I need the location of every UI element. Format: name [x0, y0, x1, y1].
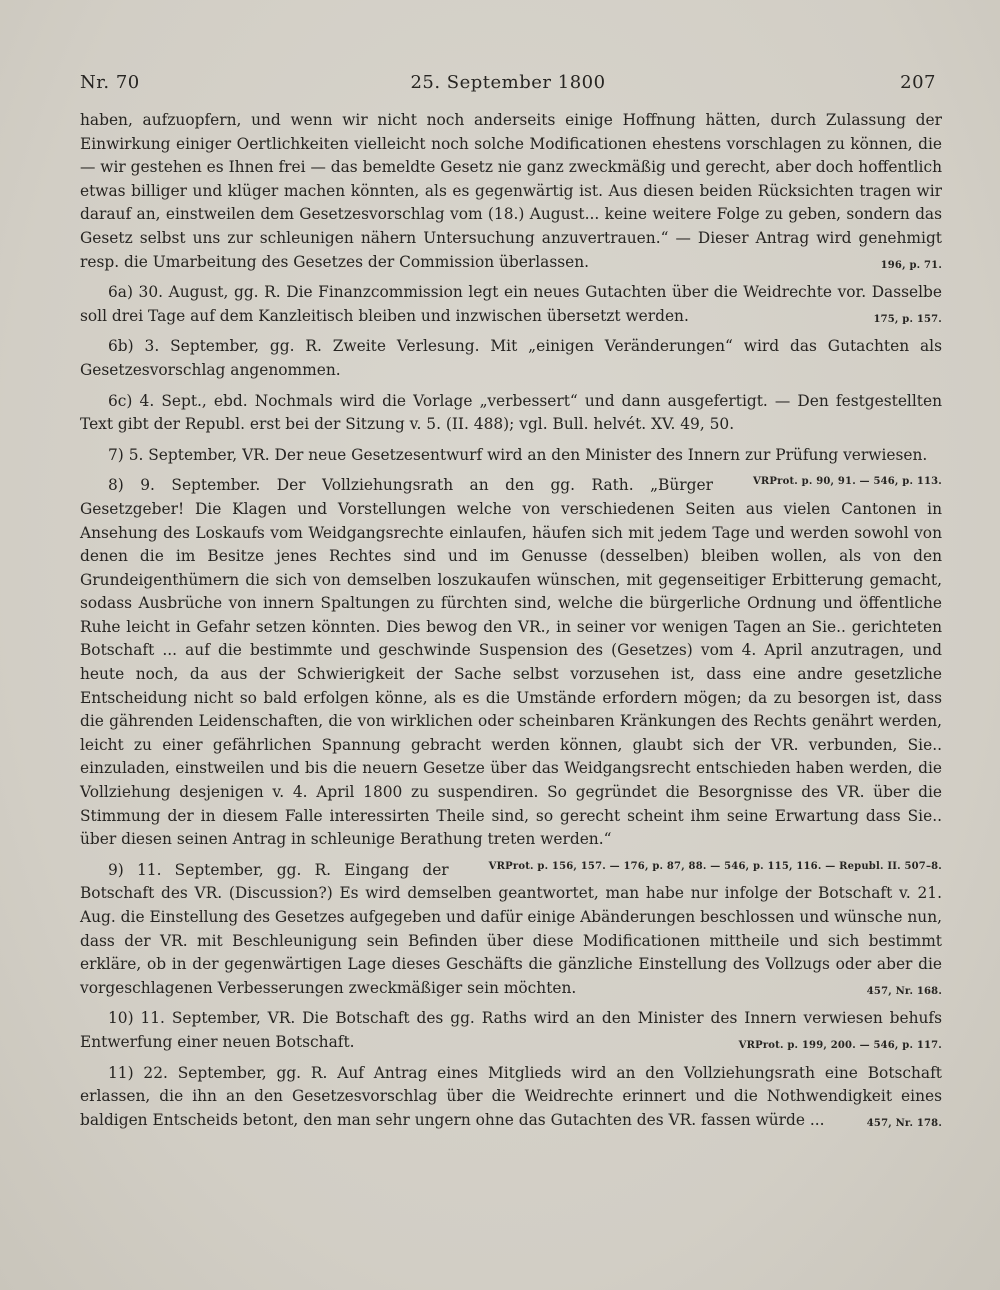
source-reference: VRProt. p. 156, 157. — 176, p. 87, 88. — 546, p. 115, 116. — Republ. II. 507–8.: [488, 860, 942, 872]
paragraph-3: [80, 390, 942, 437]
paragraph-7: [80, 1007, 942, 1054]
paragraph-text: 11) 22. September, gg. R. Auf Antrag eines Mitglieds wird an den Vollziehungsrath eine Botschaft erlassen, die ihn an den Gesetzesvorschlag über die Weidrechte erinnert und die Nothwendigkeit eines baldigen Entscheids betont, den man sehr ungern ohne das Gutachten des VR. fassen würde ...: [80, 1063, 942, 1129]
source-reference: VRProt. p. 90, 91. — 546, p. 113.: [752, 476, 942, 488]
paragraph-text: haben, aufzuopfern, und wenn wir nicht noch anderseits einige Hoffnung hätten, durch Zulassung der Einwirkung einiger Oertlichkeiten vielleicht noch solche Modificationen ehestens vorschlagen zu können, die — wir gestehen es Ihnen frei — das bemeldte Gesetz nie ganz zweckmäßig und gerecht, aber doch hoffentlich etwas billiger und klüger machen könnten, als es gegenwärtig ist. Aus diesen beiden Rücksichten tragen wir darauf an, einstweilen dem Gesetzesvorschlag vom (18.) August... keine weitere Folge zu geben, sondern das Gesetz selbst uns zur schleunigen nähern Untersuchung anzuvertrauen.“ — Dieser Antrag wird genehmigt resp. die Umarbeitung des Gesetzes der Commission überlassen.: [80, 111, 942, 271]
paragraph-8: [80, 1062, 942, 1133]
paragraph-1: [80, 281, 942, 328]
source-reference: VRProt. p. 199, 200. — 546, p. 117.: [738, 1039, 942, 1051]
source-reference: 175, p. 157.: [873, 313, 942, 325]
source-reference: 457, Nr. 168.: [866, 985, 942, 997]
document-number: Nr. 70: [80, 72, 140, 93]
paragraph-5: [80, 474, 942, 872]
paragraph-text: 6b) 3. September, gg. R. Zweite Verlesung. Mit „einigen Veränderungen“ wird das Gutachten als Gesetzesvorschlag angenommen.: [80, 337, 942, 379]
paragraph-2: [80, 335, 942, 382]
page-number: 207: [900, 72, 936, 93]
document-date: 25. September 1800: [410, 72, 606, 93]
paragraph-text: 9) 11. September, gg. R. Eingang der Botschaft des VR. (Discussion?) Es wird demselben geantwortet, man habe nur infolge der Botschaft v. 21. Aug. die Einstellung des Gesetzes aufgegeben und dafür einige Abänderungen beschlossen und wünsche nun, dass der VR. mit Beschleunigung sein Befinden über diese Modificationen mittheile und sich bestimmt erkläre, ob in der gegenwärtigen Lage dieses Geschäfts die gänzliche Einstellung des Vollzugs oder aber die vorgeschlagenen Verbesserungen zweckmäßiger sein möchten.: [80, 860, 942, 997]
paragraph-text: 7) 5. September, VR. Der neue Gesetzesentwurf wird an den Minister des Innern zur Prüfung verwiesen.: [108, 445, 928, 464]
source-reference: 196, p. 71.: [880, 259, 942, 271]
paragraph-text: 6a) 30. August, gg. R. Die Finanzcommission legt ein neues Gutachten über die Weidrechte vor. Dasselbe soll drei Tage auf dem Kanzleitisch bleiben und inzwischen übersetzt werden.: [80, 283, 942, 325]
paragraph-4: [80, 444, 942, 488]
paragraph-text: 10) 11. September, VR. Die Botschaft des gg. Raths wird an den Minister des Innern verwiesen behufs Entwerfung einer neuen Botschaft.: [80, 1009, 942, 1051]
paragraph-text: 6c) 4. Sept., ebd. Nochmals wird die Vorlage „verbessert“ und dann ausgefertigt. — Den festgestellten Text gibt der Republ. erst bei der Sitzung v. 5. (II. 488); vgl. Bull. helvét. XV. 49, 50.: [80, 391, 942, 434]
paragraph-text: 8) 9. September. Der Vollziehungsrath an den gg. Rath. „Bürger Gesetzgeber! Die Klagen und Vorstellungen welche von verschiedenen Seiten aus vielen Cantonen in Ansehung des Loskaufs vom Weidgangsrechte einlaufen, häufen sich mit jedem Tage und werden sowohl von denen die im Besitze jenes Rechtes sind und im Genusse (desselben) bleiben wollen, als von den Grundeigenthümern die sich von demselben loszukaufen wünschen, mit gegenseitiger Erbitterung gemacht, sodass Ausbrüche von innern Spaltungen zu fürchten sind, welche die bürgerliche Ordnung und öffentliche Ruhe leicht in Gefahr setzen könnten. Dies bewog den VR., in seiner vor wenigen Tagen an Sie.. gerichteten Botschaft ... auf die bestimmte und geschwinde Suspension des (Gesetzes) vom 4. April anzutragen, und heute noch, da aus der Schwierigkeit der Sache selbst vorzusehen ist, dass eine andre gesetzliche Entscheidung nicht so bald erfolgen könne, als es die Umstände erfordern mögen; da zu besorgen ist, dass die gährenden Leidenschaften, die von wirklichen oder scheinbaren Kränkungen des Rechts genährt werden, leicht zu einer gefährlichen Spannung gebracht werden können, glaubt sich der VR. verbunden, Sie.. einzuladen, einstweilen und bis die neuern Gesetze über das Weidgangsrecht entschieden haben werden, die Vollziehung desjenigen v. 4. April 1800 zu suspendiren. So gegründet die Besorgnisse des VR. über die Stimmung der in diesem Falle interessirten Theile sind, so gerecht scheint ihm seine Erwartung dass Sie.. über diesen seinen Antrag in schleunige Berathung treten werden.“: [80, 476, 942, 849]
source-reference: 457, Nr. 178.: [866, 1117, 942, 1129]
paragraph-6: [80, 859, 942, 1001]
running-header: [80, 72, 936, 96]
body-text: [80, 109, 942, 1135]
paragraph-0: [80, 109, 942, 274]
